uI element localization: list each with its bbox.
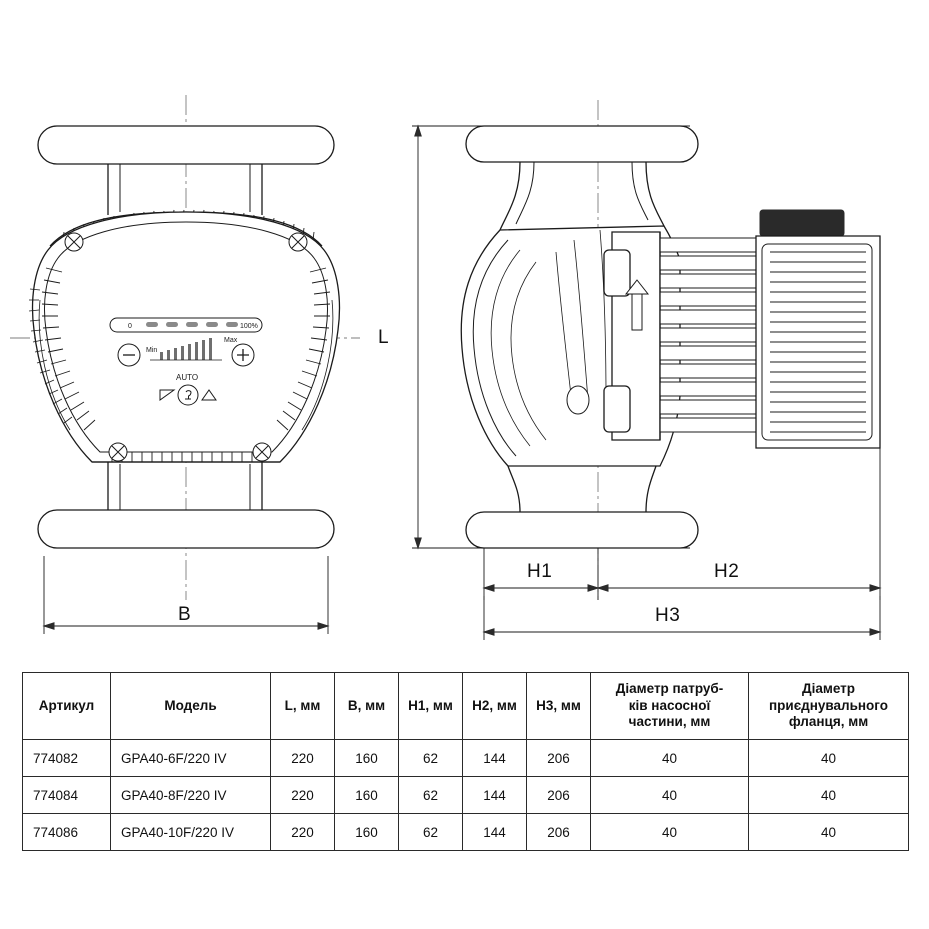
header-l: L, мм [271,673,335,740]
mode-icon-center [178,385,198,405]
dimension-label-h3: H3 [655,605,681,626]
cell-h2: 144 [463,740,527,777]
specification-table-wrapper [22,672,908,851]
cell-b: 160 [335,814,399,851]
header-flange-line-2: приєднувального [769,697,888,713]
cell-h3: 206 [527,740,591,777]
side-top-flange [466,126,698,162]
cell-article: 774082 [23,740,111,777]
svg-text:Max: Max [224,337,238,344]
cell-l: 220 [271,777,335,814]
cell-nozzle-diameter: 40 [591,740,749,777]
cell-model: GPA40-8F/220 IV [111,777,271,814]
control-panel [96,283,276,428]
header-h2: H2, мм [463,673,527,740]
header-flange-line-3: фланця, мм [788,714,869,730]
svg-text:Min: Min [146,347,158,354]
table-row [23,814,909,851]
specification-table [22,672,909,851]
cell-h1: 62 [399,740,463,777]
front-view [10,95,360,634]
cell-h1: 62 [399,814,463,851]
terminal-box [756,210,880,448]
cell-h2: 144 [463,777,527,814]
header-nozzle-line-1: Діаметр патруб- [615,680,724,696]
cell-article: 774084 [23,777,111,814]
dimension-label-l: L [378,327,390,348]
header-model: Модель [111,673,271,740]
header-nozzle-diameter [591,673,749,740]
cell-flange-diameter: 40 [749,814,909,851]
cell-flange-diameter: 40 [749,777,909,814]
header-h3: H3, мм [527,673,591,740]
dimension-label-b: B [178,604,192,625]
cell-h3: 206 [527,814,591,851]
cell-model: GPA40-10F/220 IV [111,814,271,851]
cell-b: 160 [335,777,399,814]
table-row [23,777,909,814]
cell-h3: 206 [527,777,591,814]
cell-model: GPA40-6F/220 IV [111,740,271,777]
cooling-fins [660,238,756,432]
cell-article: 774086 [23,814,111,851]
header-article: Артикул [23,673,111,740]
svg-text:0: 0 [128,323,132,330]
cell-flange-diameter: 40 [749,740,909,777]
svg-text:100%: 100% [240,323,258,330]
cell-nozzle-diameter: 40 [591,814,749,851]
table-row [23,740,909,777]
cell-h2: 144 [463,814,527,851]
side-view [412,100,880,640]
motor-housing [604,232,756,440]
header-b: B, мм [335,673,399,740]
cell-h1: 62 [399,777,463,814]
cell-nozzle-diameter: 40 [591,777,749,814]
header-h1: H1, мм [399,673,463,740]
header-flange-line-1: Діаметр [801,680,856,696]
header-flange-diameter [749,673,909,740]
svg-text:AUTO: AUTO [176,373,199,382]
side-bottom-flange [466,512,698,548]
header-nozzle-line-2: ків насосної [628,697,711,713]
cell-l: 220 [271,814,335,851]
header-nozzle-line-3: частини, мм [628,714,711,730]
table-header-row [23,673,909,740]
dimension-label-h1: H1 [527,561,553,582]
dimension-label-h2: H2 [714,561,740,582]
cell-b: 160 [335,740,399,777]
dim-h3 [484,596,880,640]
cell-l: 220 [271,740,335,777]
